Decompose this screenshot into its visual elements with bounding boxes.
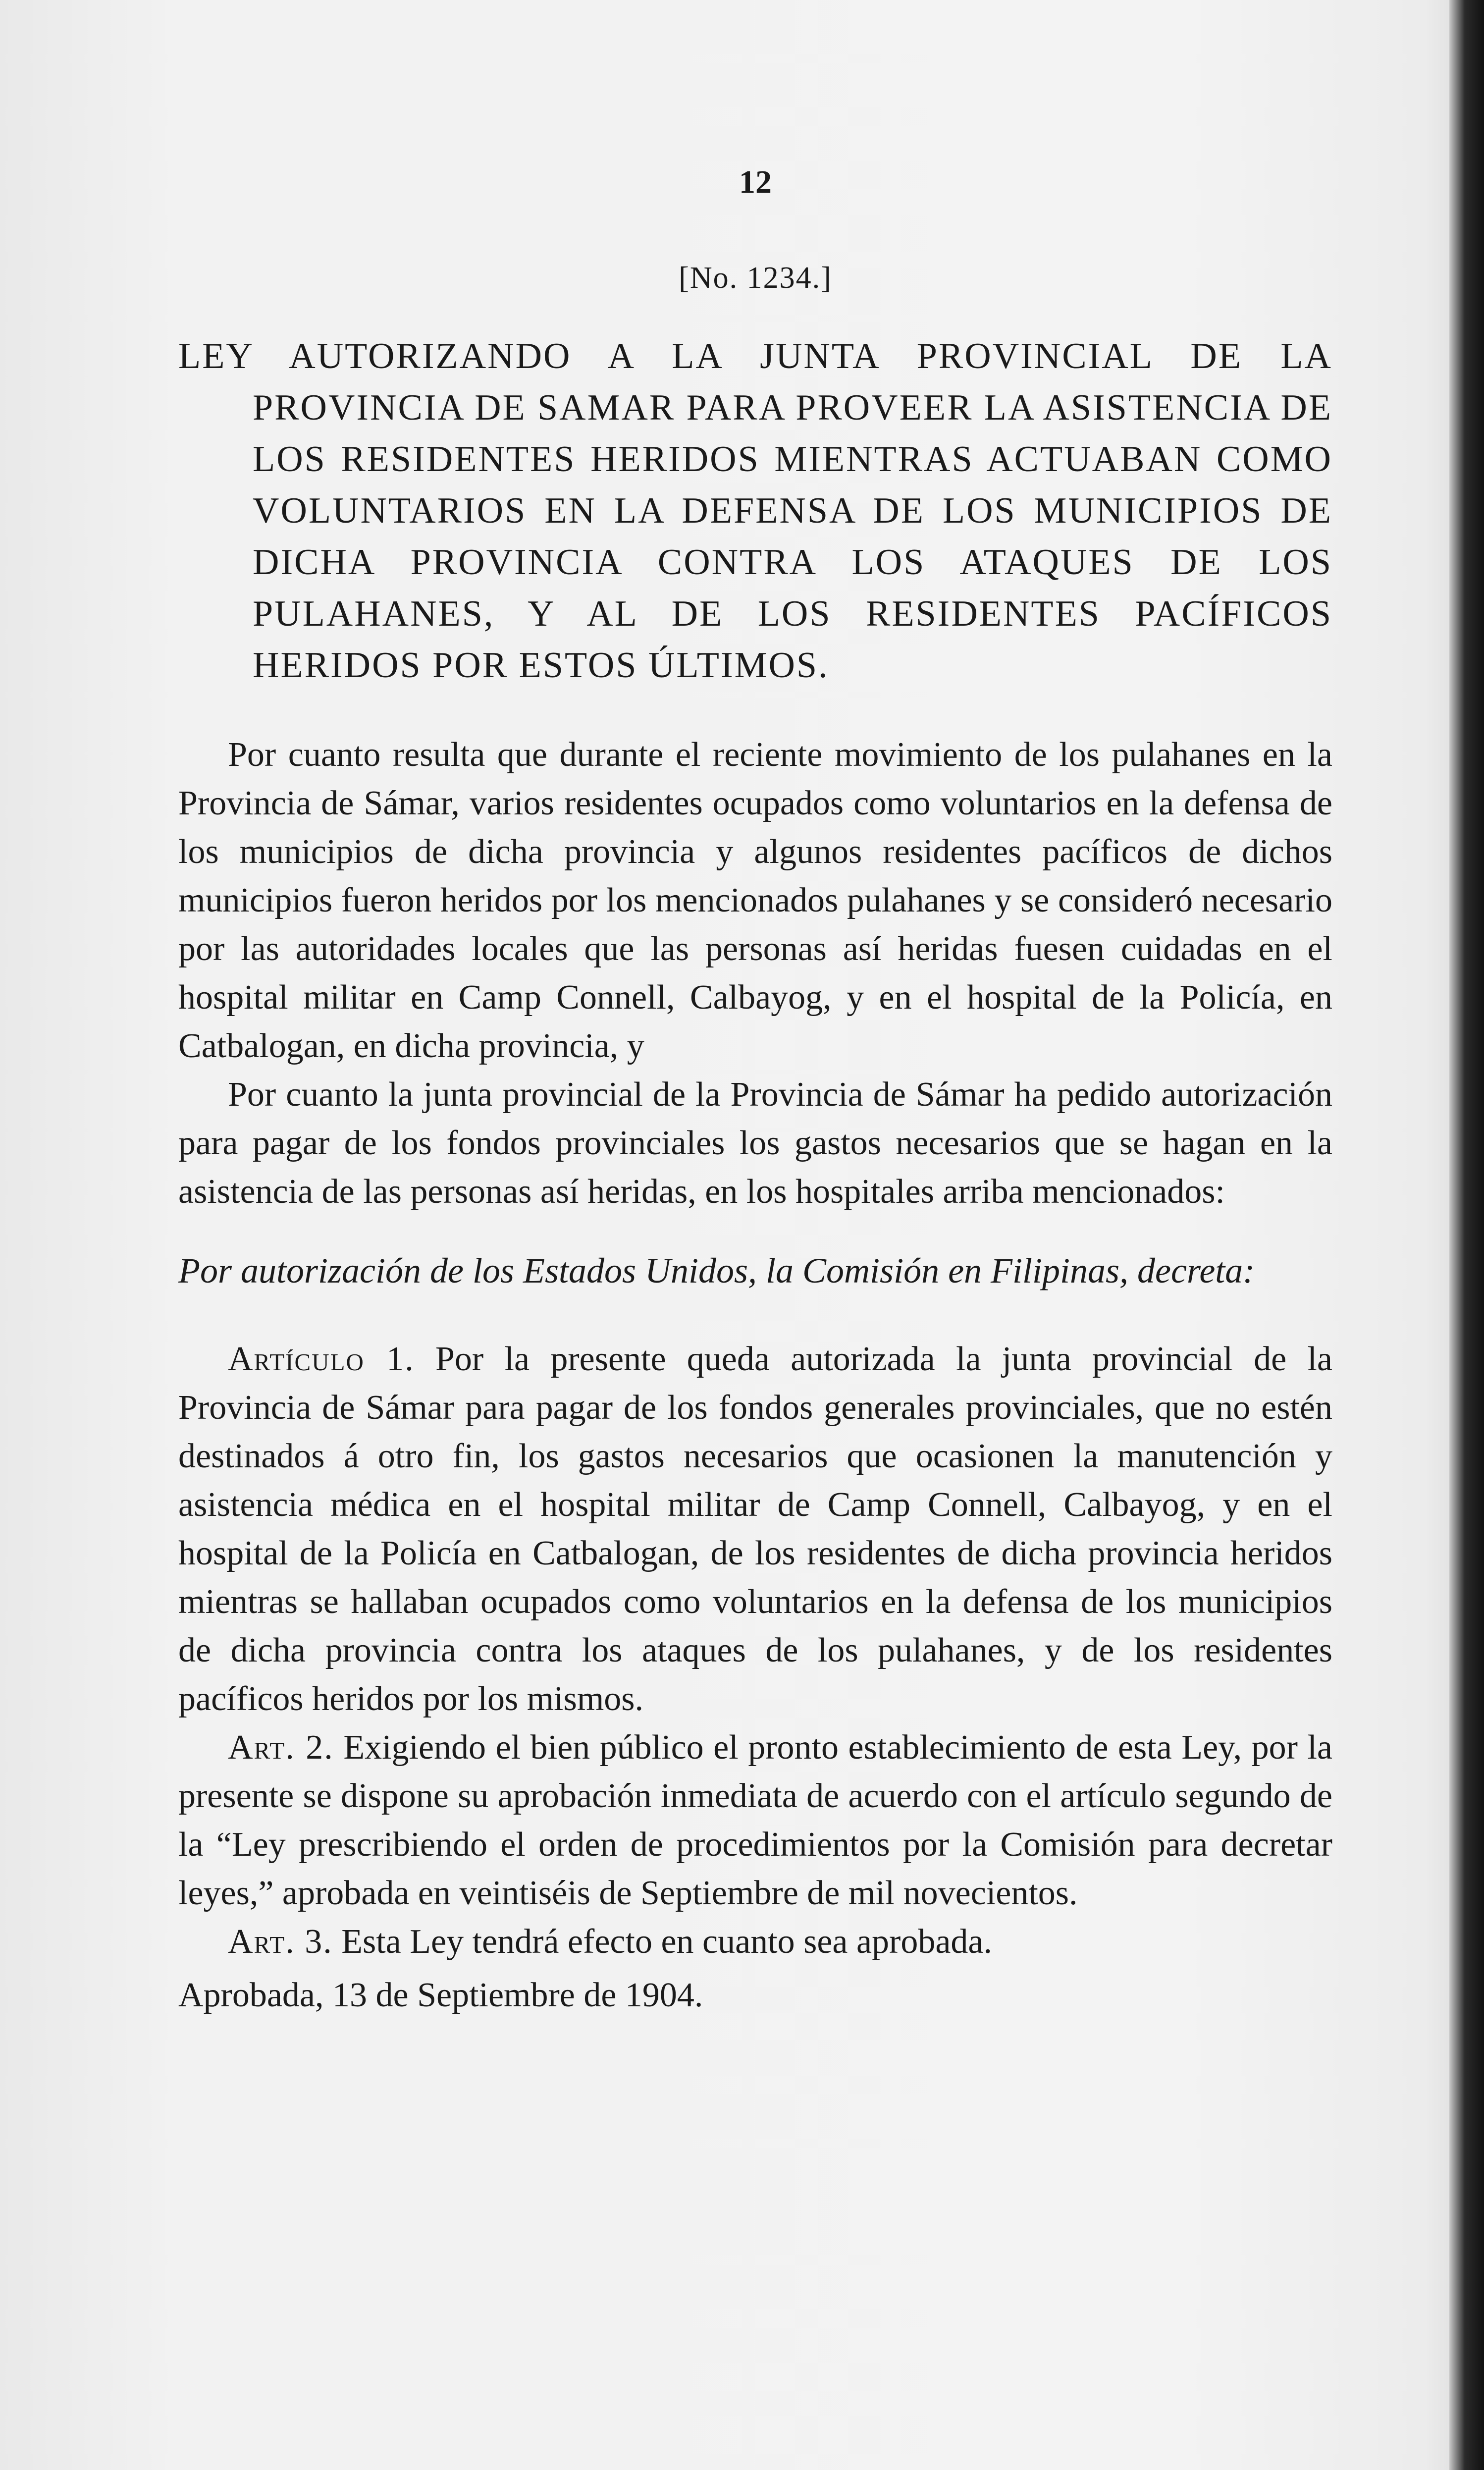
article-2 <box>178 1723 1332 1918</box>
whereas-clause-1: Por cuanto resulta que durante el reciente movimiento de los pulahanes en la Provincia de Sámar, varios residentes ocupados como voluntarios en la defensa de los municipios de dicha provincia y algunos residentes pacíficos de dichos municipios fueron heridos por los mencionados pulahanes y se consideró necesario por las autoridades locales que las personas así heridas fuesen cuidadas en el hospital militar en Camp Connell, Calbayog, y en el hospital de la Policía, en Catbalogan, en dicha provincia, y <box>178 736 1332 1065</box>
enacting-clause: Por autorización de los Estados Unidos, la Comisión en Filipinas, decreta: <box>178 1251 1255 1290</box>
article-3-label: Art. 3. <box>228 1923 333 1961</box>
article-3 <box>178 1918 1332 1966</box>
whereas-clause-2: Por cuanto la junta provincial de la Provincia de Sámar ha pedido autorización para pagar de los fondos provinciales los gastos necesarios que se hagan en la asistencia de las personas así heridas, en los hospitales arriba mencionados: <box>178 1075 1332 1211</box>
article-1-text: Por la presente queda autorizada la junta provincial de la Provincia de Sámar para pagar de los fondos generales provinciales, que no estén destinados á otro fin, los gastos necesarios que ocasionen la manutención y asistencia médica en el hospital militar de Camp Connell, Calbayog, y en el hospital de la Policía en Catbalogan, de los residentes de dicha provincia heridos mientras se hallaban ocupados como voluntarios en la defensa de los municipios de dicha provincia contra los ataques de los pulahanes, y de los residentes pacíficos heridos por los mismos. <box>178 1340 1332 1718</box>
law-title: LEY AUTORIZANDO A LA JUNTA PROVINCIAL DE LA PROVINCIA DE SAMAR PARA PROVEER LA ASISTENCIA DE LOS RESIDENTES HERIDOS MIENTRAS ACTUABAN COMO VOLUNTARIOS EN LA DEFENSA DE LOS MUNICIPIOS DE DICHA PROVINCIA CONTRA LOS ATAQUES DE LOS PULAHANES, Y AL DE LOS RESIDENTES PACÍFICOS HERIDOS POR ESTOS ÚLTIMOS. <box>178 336 1332 686</box>
approval-date: Aprobada, 13 de Septiembre de 1904. <box>178 1976 703 2014</box>
article-2-label: Art. 2. <box>228 1728 334 1767</box>
law-number: [No. 1234.] <box>679 261 832 295</box>
article-1-label: Artículo 1. <box>228 1340 415 1378</box>
page-number: 12 <box>739 164 772 200</box>
article-1 <box>178 1335 1332 1723</box>
page-binding-edge <box>1449 0 1484 2470</box>
article-3-text: Esta Ley tendrá efecto en cuanto sea aprobada. <box>341 1923 992 1961</box>
page-content <box>178 163 1332 2020</box>
article-2-text: Exigiendo el bien público el pronto establecimiento de esta Ley, por la presente se dispone su aprobación inmediata de acuerdo con el artículo segundo de la “Ley prescribiendo el orden de procedimientos por la Comisión para decretar leyes,” aprobada en veintiséis de Septiembre de mil novecientos. <box>178 1728 1332 1912</box>
